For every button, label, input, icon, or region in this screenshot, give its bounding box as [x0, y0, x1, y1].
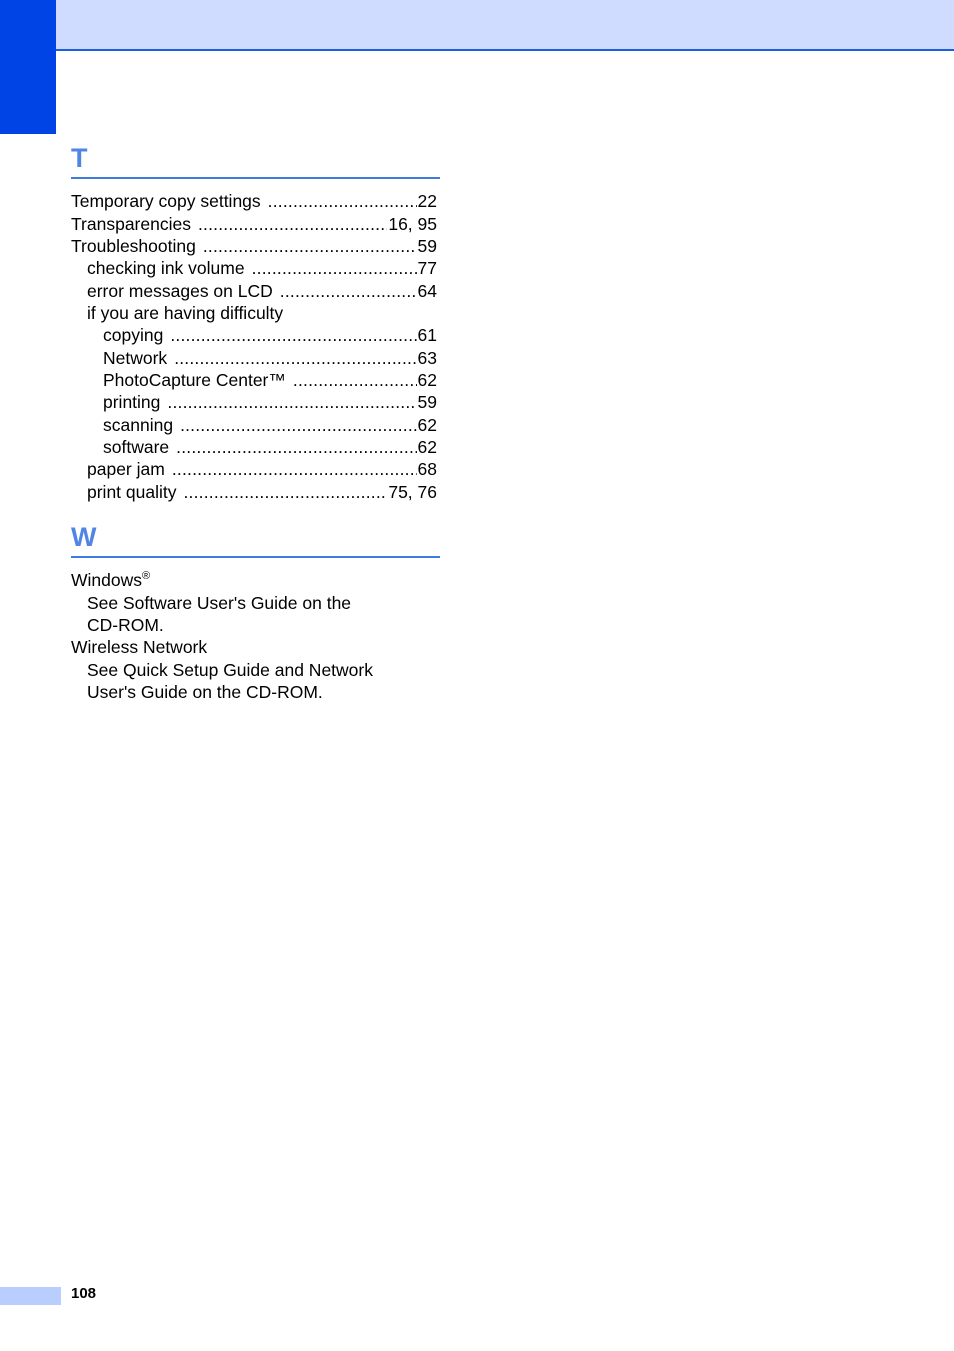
index-subsubentry: PhotoCapture Center™ ..... 62: [103, 369, 437, 391]
index-subsubentry: scanning ..... 62: [103, 414, 437, 436]
index-reference: See Quick Setup Guide and Network: [87, 660, 373, 680]
index-entry: Troubleshooting ..... 59: [71, 235, 437, 257]
index-subentry-heading: if you are having difficulty: [87, 303, 284, 323]
section-letter-w: W: [71, 522, 97, 552]
index-subsubentry: Network ..... 63: [103, 347, 437, 369]
index-subsubentry: copying ..... 61: [103, 324, 437, 346]
index-reference: See Software User's Guide on the: [87, 593, 352, 613]
section-divider-w: [71, 556, 440, 558]
index-subsubentry: software ..... 62: [103, 436, 437, 458]
index-subentry: error messages on LCD ..... 64: [87, 280, 437, 302]
index-subentry: print quality ..... 75, 76: [87, 481, 437, 503]
registered-mark: ®: [142, 570, 151, 582]
footer-bar: [0, 1287, 61, 1305]
section-divider-t: [71, 177, 440, 179]
index-entry-windows: Windows®: [71, 570, 151, 590]
index-subentry: paper jam ..... 68: [87, 458, 437, 480]
section-letter-t: T: [71, 143, 88, 173]
chapter-tab: [0, 0, 56, 134]
index-subsubentry: printing ..... 59: [103, 391, 437, 413]
index-entry: Transparencies ..... 16, 95: [71, 213, 437, 235]
header-band: [0, 0, 954, 51]
index-subentry: checking ink volume ..... 77: [87, 257, 437, 279]
index-entry-wireless: Wireless Network: [71, 637, 208, 657]
index-reference: CD-ROM.: [87, 615, 164, 635]
index-reference: User's Guide on the CD-ROM.: [87, 682, 323, 702]
index-entry: Temporary copy settings ..... 22: [71, 190, 437, 212]
page-number: 108: [71, 1285, 97, 1302]
